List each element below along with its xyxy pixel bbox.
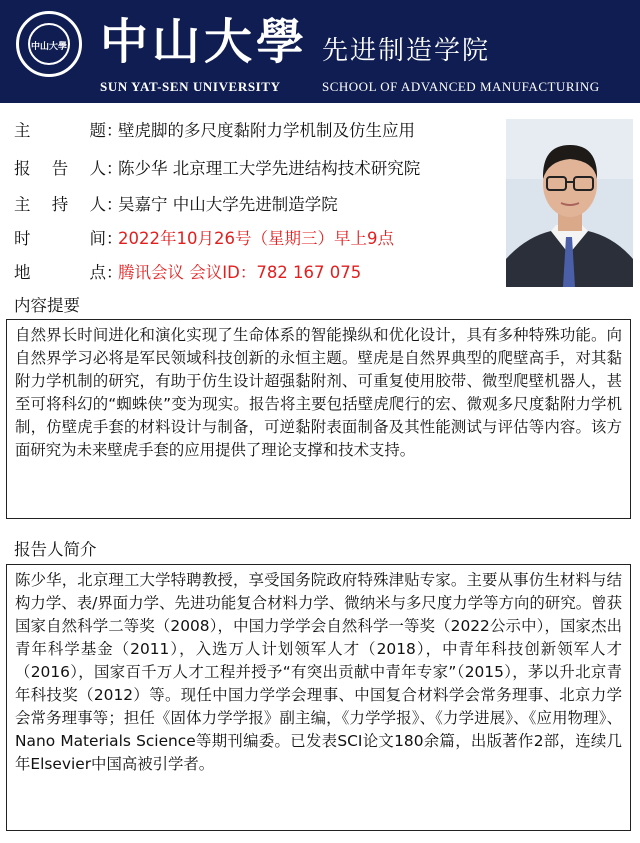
school-name-cn: 先进制造学院 (322, 36, 491, 66)
speaker-portrait (506, 119, 633, 287)
bio-box (6, 564, 631, 831)
university-seal-icon (16, 11, 82, 77)
topic-label: 主 题 (14, 121, 106, 140)
abstract-text: 自然界长时间进化和演化实现了生命体系的智能操纵和优化设计，具有多种特殊功能。向自然界学习必将是军民领域科技创新的永恒主题。壁虎是自然界典型的爬壁高手，对其黏附力学机制的研究，有助于仿生设计超强黏附剂、可重复使用胶带、微型爬壁机器人，甚至可将科幻的“蜘蛛侠”变为现实。报告将主要包括壁虎爬行的宏、微观多尺度黏附力学机制，仿壁虎手套的材料设计与制备，可逆黏附表面制备及其性能测试与评估等内容。该方面研究为未来壁虎手套的应用提供了理论支撑和技术支持。 (15, 326, 622, 459)
time-label: 时 间 (14, 229, 106, 248)
university-name-en: SUN YAT-SEN UNIVERSITY (100, 79, 281, 94)
school-name-en: SCHOOL OF ADVANCED MANUFACTURING (322, 79, 600, 94)
topic-value: 壁虎脚的多尺度黏附力学机制及仿生应用 (118, 121, 415, 140)
time-value: 2022年10月26号（星期三）早上9点 (118, 229, 394, 248)
seal-text: 中山大學 (30, 42, 67, 52)
host-value: 吴嘉宁 中山大学先进制造学院 (118, 195, 338, 214)
university-name-cn: 中山大學 (100, 14, 309, 70)
place-label: 地 点 (14, 263, 106, 282)
host-label: 主 持 人 (14, 195, 106, 214)
header-banner (0, 0, 640, 103)
bio-title: 报告人简介 (14, 540, 97, 559)
abstract-title: 内容提要 (14, 296, 80, 315)
place-value: 腾讯会议 会议ID：782 167 075 (118, 263, 362, 282)
speaker-value: 陈少华 北京理工大学先进结构技术研究院 (118, 159, 421, 178)
bio-text: 陈少华，北京理工大学特聘教授，享受国务院政府特殊津贴专家。主要从事仿生材料与结构力学、表/界面力学、先进功能复合材料力学、微纳米与多尺度力学等方向的研究。曾获国家自然科学二等奖（2008），中国力学学会自然科学一等奖（2022公示中），国家杰出青年科学基金（2011），入选万人计划领军人才（2018），中青年科技创新领军人才（2016），国家百千万人才工程并授予“有突出贡献中青年专家”（2015），茅以升北京青年科技奖（2012）等。现任中国力学学会理事、中国复合材料学会常务理事、北京力学会常务理事等；担任《固体力学学报》副主编，《力学学报》、《力学进展》、《应用物理》、Nano Materials Science等期刊编委。已发表SCI论文180余篇，出版著作2部，连续几年Elsevier中国高被引学者。 (15, 571, 622, 773)
speaker-label: 报 告 人 (14, 159, 106, 178)
abstract-box (6, 319, 631, 519)
